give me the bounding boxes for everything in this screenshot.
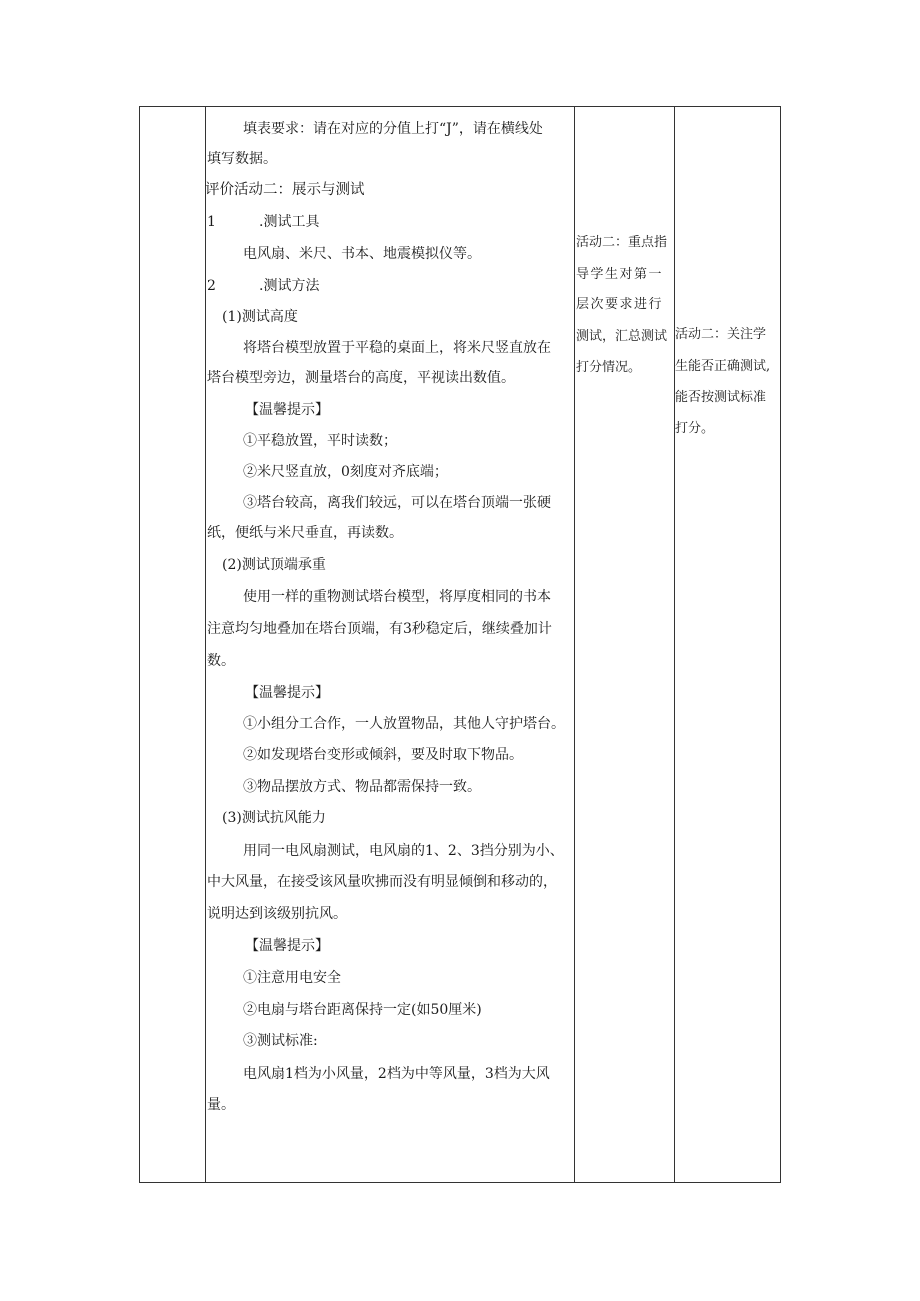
fill-requirement-line2: 填写数据。 [207,151,277,167]
section-2-number: 2 [207,278,216,294]
tip-item: ①小组分工合作，一人放置物品，其他人守护塔台。 [243,716,565,732]
section-1-number: 1 [207,214,216,230]
tip-item: ①注意用电安全 [243,970,341,986]
paragraph: 使用一样的重物测试塔台模型，将厚度相同的书本 [243,589,551,605]
lesson-table [139,106,781,1183]
tip-item: 纸，便纸与米尺垂直，再读数。 [207,525,403,541]
tip-heading: 【温馨提示】 [245,402,329,418]
tip-item: ②电扇与塔台距离保持一定(如50厘米) [243,1002,482,1018]
activity-content-cell [205,107,574,1182]
subheading-load: (2)测试顶端承重 [222,557,326,573]
section-1-title: .测试工具 [259,214,320,230]
teacher-guidance-cell [574,107,674,1182]
tip-heading: 【温馨提示】 [245,685,329,701]
paragraph: 注意均匀地叠加在塔台顶端，有3秒稳定后，继续叠加计 [207,621,552,637]
paragraph: 电风扇1档为小风量，2档为中等风量，3档为大风 [243,1066,550,1082]
guidance-line: 打分情况。 [576,360,642,375]
subheading-height: (1)测试高度 [222,309,298,325]
paragraph: 将塔台模型放置于平稳的桌面上，将米尺竖直放在 [243,340,551,356]
paragraph: 数。 [207,653,235,669]
guidance-line: 测试，汇总测试 [576,329,668,344]
paragraph: 用同一电风扇测试，电风扇的1、2、3挡分别为小、 [243,843,564,859]
evaluation-cell [674,107,781,1182]
section-2-title: .测试方法 [259,278,320,294]
guidance-line: 层次要求进行 [576,297,664,312]
tip-item: ①平稳放置，平时读数； [243,433,397,449]
tip-heading: 【温馨提示】 [245,938,329,954]
subheading-wind: (3)测试抗风能力 [222,810,326,826]
tip-item: ③物品摆放方式、物品都需保持一致。 [243,779,481,795]
evaluation-line: 能否按测试标准 [675,390,767,405]
paragraph: 说明达到该级别抗风。 [207,906,347,922]
section-1-body: 电风扇、米尺、书本、地震模拟仪等。 [243,246,481,262]
tip-item: ③塔台较高，离我们较远，可以在塔台顶端一张硬 [243,495,551,511]
evaluation-line: 生能否正确测试, [675,359,771,374]
paragraph: 量。 [207,1097,235,1113]
evaluation-line: 活动二：关注学 [675,327,767,342]
tip-item: ②米尺竖直放，0刻度对齐底端； [243,464,448,480]
activity-title: 评价活动二：展示与测试 [205,182,365,198]
evaluation-line: 打分。 [675,421,715,436]
tip-item: ②如发现塔台变形或倾斜，要及时取下物品。 [243,747,523,763]
tip-item: ③测试标准: [243,1033,318,1049]
guidance-line: 导学生对第一 [576,267,664,282]
fill-requirement-line1: 填表要求：请在对应的分值上打“J”，请在横线处 [243,121,543,137]
paragraph: 中大风量，在接受该风量吹拂而没有明显倾倒和移动的， [207,874,557,890]
guidance-line: 活动二：重点指 [576,235,668,250]
paragraph: 塔台模型旁边，测量塔台的高度，平视读出数值。 [207,370,515,386]
